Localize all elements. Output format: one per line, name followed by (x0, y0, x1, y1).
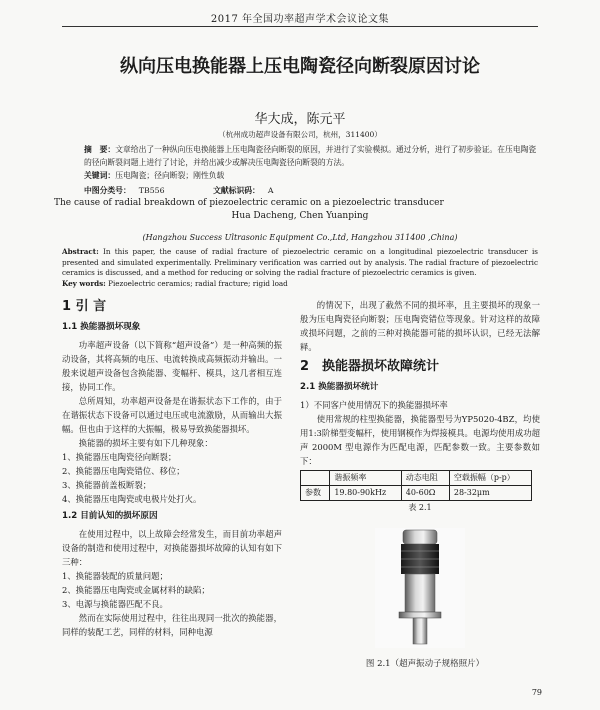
transducer-photo (375, 528, 465, 648)
table-cell: 19.80-90kHz (330, 486, 401, 501)
mounting-flange-shape (399, 612, 441, 618)
abstract-cn-text: 文章给出了一种纵向压电换能器上压电陶瓷径向断裂的原因，并进行了实验模拟。通过分析，进行了初步验证。在压电陶瓷的径向断裂问题上进行了讨论，并给出减少或解决压电陶瓷径向断裂的方法。 (84, 145, 537, 167)
section-2-heading: 2 换能器损坏故障统计 (300, 359, 440, 374)
table-header-row (301, 471, 532, 486)
list-item: 3、电源与换能器匹配不良。 (62, 599, 168, 609)
english-abstract-block (62, 247, 538, 289)
spec-table (300, 470, 532, 501)
list-item: 2、换能器压电陶瓷或金属材料的缺陷； (62, 585, 210, 595)
back-cover-shape (403, 530, 437, 544)
abstract-cn (84, 143, 540, 169)
abstract-en-text: In this paper, the cause of radial fracture of piezoelectric ceramic on a longitudinal piezoelectric transducer is presented and simulated experimentally. Preliminary verification was carried out by analysis. The radial fracture of piezoelectric ceramics is discussed, and a method for reducing or solving the radial fracture of piezoelectric ceramics is given. (62, 247, 538, 277)
paragraph: 然而在实际使用过程中，往往出现同一批次的换能器，同样的装配工艺，同样的材料，同种电源 (62, 613, 282, 637)
keywords-en-label: Key words: (62, 278, 106, 288)
table-header-cell: 谐振频率 (330, 471, 401, 486)
paragraph: 使用常规的柱型换能器，换能器型号为YP5020-4BZ，均使用1:3阶梯型变幅杆，使用钢模作为焊接模具。电源均使用成功超声 2000M 型电源作为匹配电源，匹配参数一致。主要参数如下： (300, 414, 540, 466)
paragraph: 的情况下，出现了截然不同的损坏率，且主要损坏的现象一般为压电陶瓷径向断裂；压电陶瓷错位等现象。针对这样的故障或损坏问题，之前的三种对换能器可能的损坏认识，已经无法解释。 (300, 300, 540, 352)
spec-table-wrapper (300, 470, 540, 515)
paragraph: 1）不同客户使用情况下的换能器损坏率 (300, 400, 448, 410)
keywords-cn (84, 169, 540, 182)
english-authors: Hua Dacheng, Chen Yuanping (231, 211, 369, 221)
keywords-en-text: Piezoelectric ceramics; radial fracture; rigid load (108, 278, 288, 288)
english-affiliation: (Hangzhou Success Ultrasonic Equipment Co.,Ltd, Hangzhou 311400 ,China) (142, 233, 458, 242)
table-cell: 40-60Ω (401, 486, 449, 501)
page-number: 79 (531, 688, 542, 697)
list-item: 1、换能器装配的质量问题； (62, 571, 168, 581)
table-header-cell: 动态电阻 (401, 471, 449, 486)
table-caption: 表 2.1 (408, 503, 432, 512)
keywords-cn-text: 压电陶瓷；径向断裂；刚性负载 (115, 171, 225, 180)
header-rule (62, 26, 538, 27)
keywords-cn-label: 关键词： (84, 171, 116, 180)
paragraph: 在使用过程中，以上故障会经常发生，而目前功率超声设备的制造和使用过程中，对换能器损坏故障的认知有如下三种： (62, 529, 282, 567)
paper-title: 纵向压电换能器上压电陶瓷径向断裂原因讨论 (120, 56, 480, 77)
list-item: 1、换能器压电陶瓷径向断裂； (62, 452, 177, 462)
list-item: 3、换能器前盖板断裂； (62, 480, 152, 490)
table-header-cell: 空载振幅（p-p） (449, 471, 531, 486)
stud-shape (413, 618, 427, 644)
clc-value: TB556 (138, 186, 165, 195)
section-1-2-heading: 1.2 目前认知的损坏原因 (62, 511, 158, 521)
paragraph: 总所周知，功率超声设备是在谐振状态下工作的，由于在谐振状态下设备可以通过电压或电流激励，从而输出大振幅。但也由于这样的大振幅，极易导致换能器损坏。 (62, 396, 282, 434)
section-1-heading: 1 引 言 (62, 299, 107, 314)
abstract-en (62, 247, 538, 279)
section-1-1-heading: 1.1 换能器损坏现象 (62, 322, 141, 332)
english-title: The cause of radial breakdown of piezoelectric ceramic on a piezoelectric transducer (54, 198, 444, 208)
abstract-cn-label: 摘 要： (84, 145, 116, 154)
paragraph: 换能器的损坏主要有如下几种现象： (78, 438, 213, 448)
keywords-en (62, 279, 538, 290)
table-row (301, 486, 532, 501)
running-head: 2017 年全国功率超声学术会议论文集 (210, 14, 390, 25)
table-cell: 参数 (301, 486, 330, 501)
front-cover-shape (405, 574, 435, 612)
right-column (300, 298, 540, 515)
figure-caption: 图 2.1（超声振动子规格照片） (365, 659, 485, 669)
table-cell: 28-32μm (449, 486, 531, 501)
chinese-abstract-block (84, 143, 540, 182)
doc-code-label: 文献标识码： (213, 186, 260, 195)
clc-label: 中图分类号： (84, 186, 131, 195)
doc-code-value: A (267, 186, 274, 195)
affiliation: （杭州成功超声设备有限公司，杭州，311400） (218, 130, 382, 139)
table-header-cell (301, 471, 330, 486)
classification-line (84, 185, 290, 196)
abstract-en-label: Abstract: (62, 247, 99, 256)
list-item: 4、换能器压电陶瓷或电极片处打火。 (62, 494, 202, 504)
section-2-1-heading: 2.1 换能器损坏统计 (300, 382, 379, 392)
paragraph: 功率超声设备（以下简称“超声设备”）是一种高频的振动设备，其将高频的电压、电流转换成高频振动并输出。一般来说超声设备包含换能器、变幅杆、模具，这几者相互连接，协同工作。 (62, 340, 282, 392)
left-column (62, 298, 282, 639)
list-item: 2、换能器压电陶瓷错位、移位； (62, 466, 185, 476)
authors: 华大成，陈元平 (254, 112, 346, 127)
